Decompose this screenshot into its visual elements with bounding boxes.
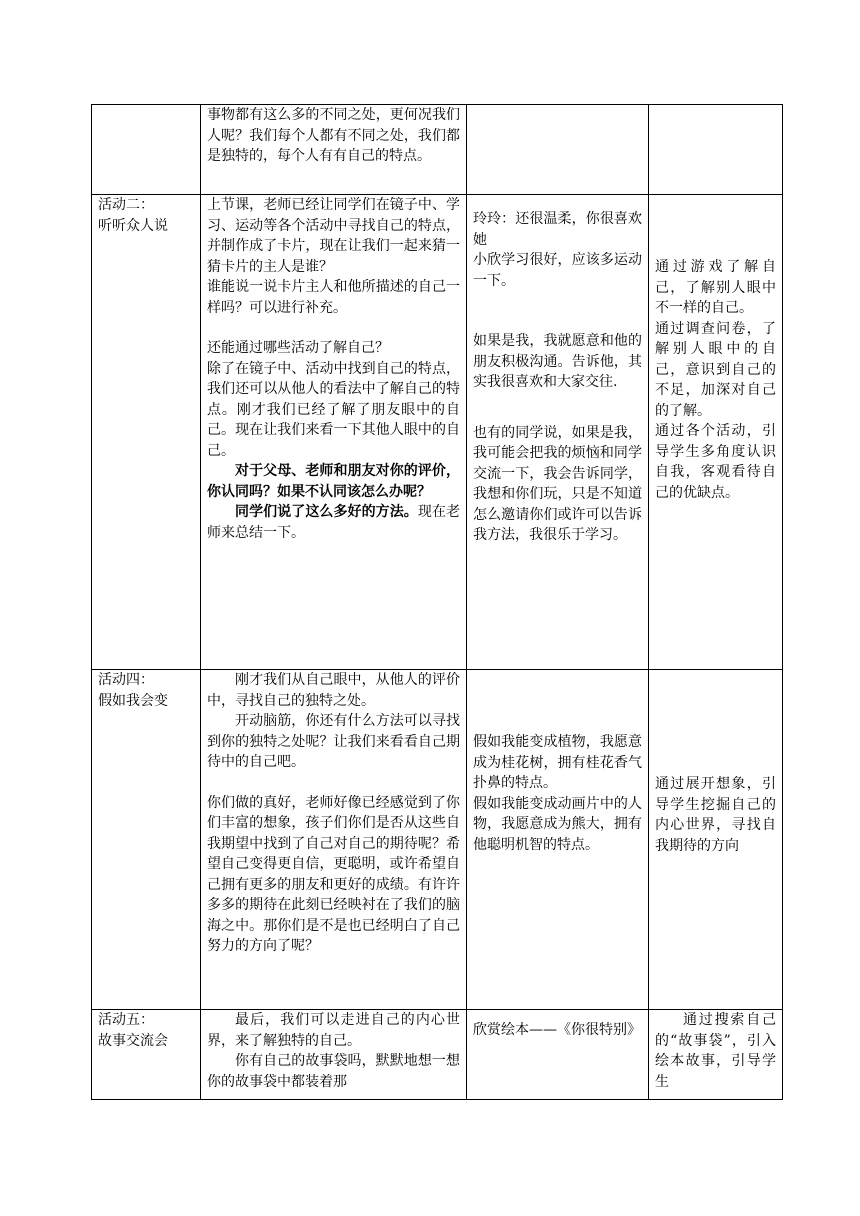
activity-cell (92, 105, 201, 195)
plain-text: 现在老师来总结一下。 (207, 504, 461, 541)
paragraph: 通过搜索自己的“故事袋”，引入绘本故事，引导学生 (655, 1012, 776, 1090)
paragraph: 开动脑筋，你还有什么方法可以寻找到你的独特之处呢？让我们来看看自己期待中的自己吧。 (207, 713, 460, 770)
design-intent-cell (649, 105, 783, 195)
design-intent-cell (649, 1010, 783, 1100)
student-activity-cell (467, 670, 649, 1010)
paragraph: 你们做的真好，老师好像已经感觉到了你们丰富的想象，孩子们你们是否从这些自我期望中找到了自己对自己的期待呢？希望自己变得更自信，更聪明，或许希望自己拥有更多的朋友和更好的成绩。有许许多多的期待在此刻已经映衬在了我们的脑海之中。那你们是不是也已经明白了自己努力的方向了呢？ (207, 794, 460, 954)
paragraph: 玲玲：还很温柔，你很喜欢她 (473, 211, 642, 248)
teacher-activity-cell (201, 1010, 467, 1100)
teacher-activity-cell (201, 105, 467, 195)
activity-cell (92, 1010, 201, 1100)
paragraph: 如果是我，我就愿意和他的朋友积极沟通。告诉他，其实我很喜欢和大家交往. (473, 333, 642, 390)
teacher-activity-cell (201, 670, 467, 1010)
paragraph: 通过展开想象，引导学生挖掘自己的内心世界，寻找自我期待的方向 (655, 776, 776, 854)
paragraph: 欣赏绘本——《你很特别》 (473, 1022, 641, 1038)
paragraph: 假如我能变成动画片中的人物，我愿意成为熊大，拥有他聪明机智的特点。 (473, 795, 642, 853)
paragraph: 刚才我们从自己眼中，从他人的评价中，寻找自己的独特之处。 (207, 672, 460, 709)
table-row (92, 105, 783, 195)
activity-label: 活动四： 假如我会变 (98, 672, 168, 709)
activity-cell (92, 670, 201, 1010)
paragraph (207, 502, 460, 543)
paragraph: 谁能说一说卡片主人和他所描述的自己一样吗？可以进行补充。 (207, 279, 460, 316)
student-activity-cell (467, 105, 649, 195)
paragraph: 通过游戏了解自己，了解别人眼中不一样的自己。 (655, 259, 776, 316)
paragraph: 除了在镜子中、活动中找到自己的特点，我们还可以从他人的看法中了解自己的特点。刚才我们已经了解了朋友眼中的自己。现在让我们来看一下其他人眼中的自己。 (207, 360, 460, 459)
table-row (92, 1010, 783, 1100)
table-row (92, 670, 783, 1010)
teacher-activity-cell (201, 195, 467, 670)
paragraph: 对于父母、老师和朋友对你的评价，你认同吗？如果不认同该怎么办呢？ (207, 463, 460, 500)
bold-text: 同学们说了这么多好的方法。 (235, 504, 418, 520)
student-activity-cell (467, 195, 649, 670)
paragraph: 通过调查问卷，了解别人眼中的自己，意识到自己的不足，加深对自己的了解。 (655, 320, 776, 419)
paragraph: 最后，我们可以走进自己的内心世界，来了解独特的自己。 (207, 1012, 460, 1049)
table-row (92, 195, 783, 670)
paragraph: 通过各个活动，引导学生多角度认识自我，客观看待自己的优缺点。 (655, 423, 776, 501)
paragraph: 事物都有这么多的不同之处，更何况我们人呢？我们每个人都有不同之处，我们都是独特的，每个人有有自己的特点。 (207, 107, 460, 164)
activity-label: 活动二： 听听众人说 (98, 197, 168, 234)
design-intent-cell (649, 670, 783, 1010)
paragraph: 你有自己的故事袋吗，默默地想一想你的故事袋中都装着那 (207, 1053, 460, 1090)
student-activity-cell (467, 1010, 649, 1100)
paragraph: 假如我能变成植物，我愿意成为桂花树，拥有桂花香气扑鼻的特点。 (473, 734, 642, 791)
paragraph: 上节课，老师已经让同学们在镜子中、学习、运动等各个活动中寻找自己的特点，并制作成了卡片，现在让我们一起来猜一猜卡片的主人是谁？ (207, 197, 460, 275)
paragraph: 也有的同学说，如果是我，我可能会把我的烦恼和同学交流一下，我会告诉同学，我想和你们玩，只是不知道怎么邀请你们或许可以告诉我方法，我很乐于学习。 (473, 424, 642, 543)
lesson-plan-table (91, 104, 783, 1100)
design-intent-cell (649, 195, 783, 670)
activity-label: 活动五： 故事交流会 (98, 1012, 168, 1049)
paragraph: 还能通过哪些活动了解自己？ (207, 340, 389, 356)
activity-cell (92, 195, 201, 670)
paragraph: 小欣学习很好，应该多运动一下。 (473, 252, 642, 289)
